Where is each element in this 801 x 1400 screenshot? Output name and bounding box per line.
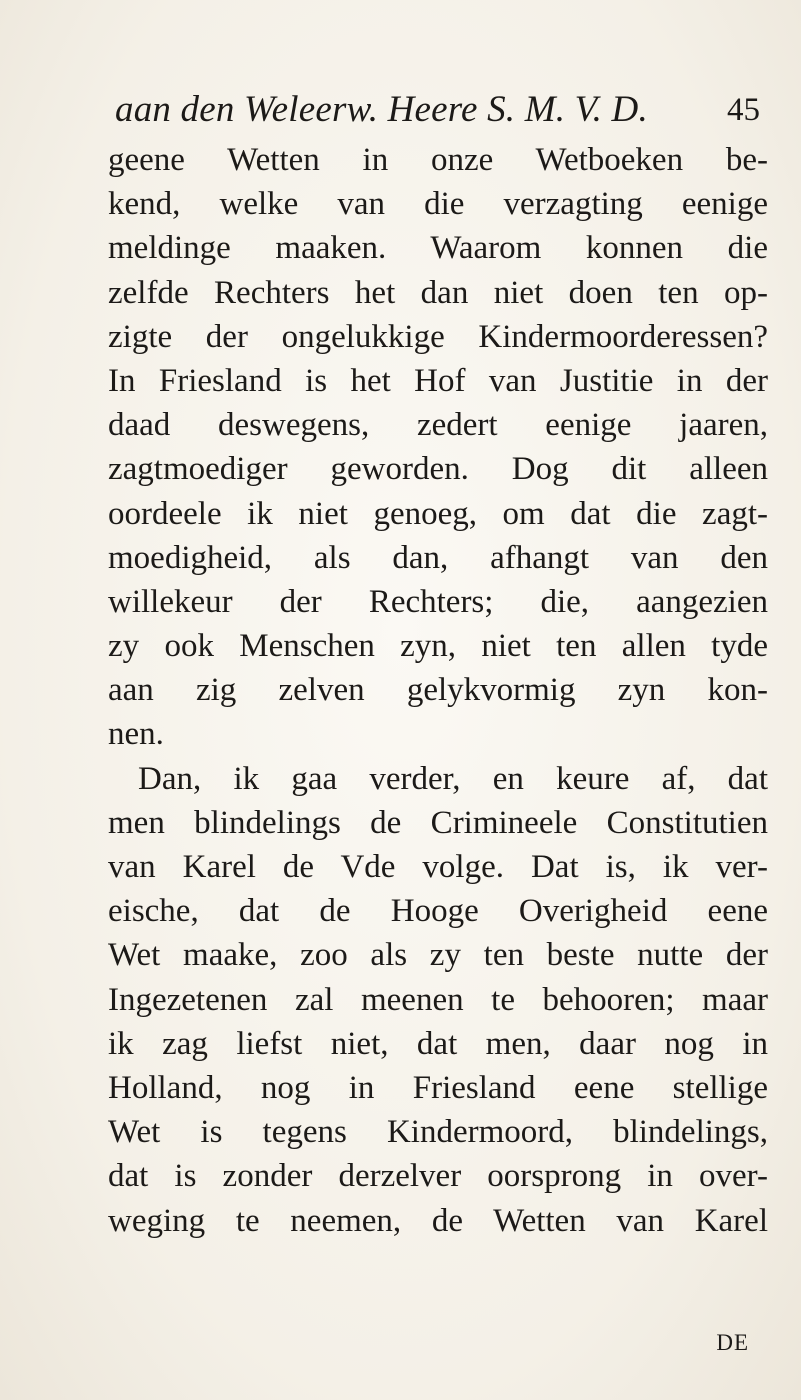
catchword: DE xyxy=(716,1330,749,1355)
text-line: kend, welke van die verzagting eenige xyxy=(108,186,768,223)
text-line: zy ook Menschen zyn, niet ten allen tyde xyxy=(108,628,768,665)
text-line: geene Wetten in onze Wetboeken be- xyxy=(108,142,768,178)
text-line: nen. xyxy=(108,716,164,753)
text-line: daad deswegens, zedert eenige jaaren, xyxy=(108,407,768,444)
body-text xyxy=(108,138,768,1243)
text-line: men blindelings de Crimineele Constitutien xyxy=(108,804,768,841)
paragraph-start-line: Dan, ik gaa verder, en keure af, dat xyxy=(138,760,768,797)
running-head: aan den Weleerw. Heere S. M. V. D. xyxy=(115,89,648,130)
text-line: zelfde Rechters het dan niet doen ten op- xyxy=(108,274,768,311)
text-line: Holland, nog in Friesland eene stellige xyxy=(108,1069,768,1106)
text-line: zagtmoediger geworden. Dog dit alleen xyxy=(108,451,768,488)
text-line: ik zag liefst niet, dat men, daar nog in xyxy=(108,1025,768,1062)
text-line: weging te neemen, de Wetten van Karel xyxy=(108,1202,768,1239)
text-line: Wet is tegens Kindermoord, blindelings, xyxy=(108,1114,768,1151)
text-line: zigte der ongelukkige Kindermoorderessen? xyxy=(108,318,768,355)
text-line: dat is zonder derzelver oorsprong in over- xyxy=(108,1158,768,1195)
text-line: Ingezetenen zal meenen te behooren; maar xyxy=(108,981,768,1018)
page-header xyxy=(115,88,760,136)
text-line: meldinge maaken. Waarom konnen die xyxy=(108,230,768,267)
text-line: oordeele ik niet genoeg, om dat die zagt- xyxy=(108,495,768,532)
text-line: Wet maake, zoo als zy ten beste nutte der xyxy=(108,937,768,974)
text-line: van Karel de Vde volge. Dat is, ik ver- xyxy=(108,849,768,885)
text-line: In Friesland is het Hof van Justitie in der xyxy=(108,362,768,399)
text-line: eische, dat de Hooge Overigheid eene xyxy=(108,893,768,930)
page-number: 45 xyxy=(727,92,760,128)
text-line: willekeur der Rechters; die, aangezien xyxy=(108,583,768,620)
text-line: moedigheid, als dan, afhangt van den xyxy=(108,539,768,576)
text-line: aan zig zelven gelykvormig zyn kon- xyxy=(108,672,768,709)
